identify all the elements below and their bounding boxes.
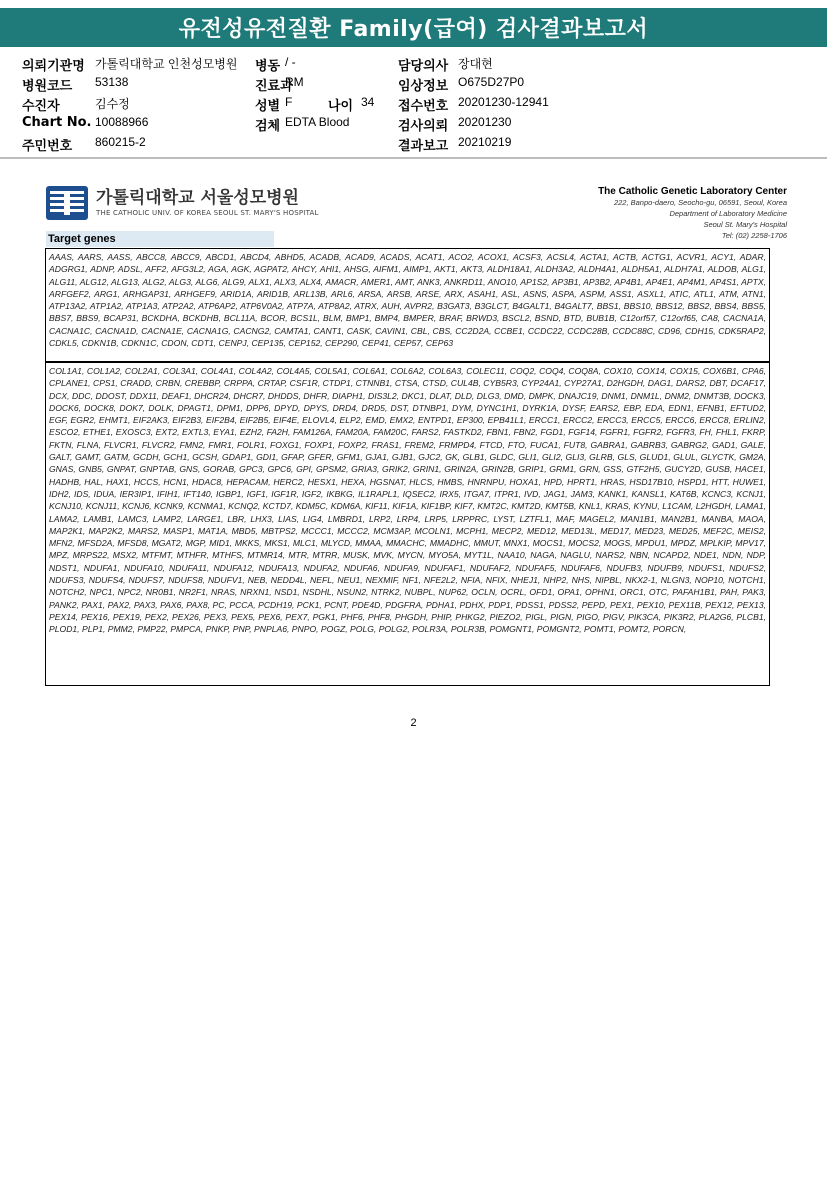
hospital-emblem-icon [46,186,88,220]
hospital-name-ko: 가톨릭대학교 서울성모병원 [96,188,299,208]
ward-label: 병동 [255,59,281,74]
hospital-code-value: 53138 [95,75,129,89]
hospital-name-en: THE CATHOLIC UNIV. OF KOREA SEOUL ST. MARY'S HOSPITAL [96,209,319,217]
attending-label: 담당의사 [398,59,449,74]
specimen-label: 검체 [255,119,281,134]
age-value: 34 [361,95,375,109]
age-label: 나이 [328,99,354,114]
lab-address-line1: 222, Banpo-daero, Seocho-gu, 06591, Seoul, Korea [613,198,787,207]
chart-number-value: 10088966 [95,115,149,129]
institution-label: 의뢰기관명 [22,59,85,74]
clinical-value: O675D27P0 [458,75,525,89]
sex-value: F [285,95,293,109]
institution-value: 가톨릭대학교 인천성모병원 [95,57,238,71]
report-date-label: 결과보고 [398,139,449,154]
chart-number-label: Chart No. [22,115,92,130]
target-genes-block-1: AAAS, AARS, AASS, ABCC8, ABCC9, ABCD1, ABCD4, ABHD5, ACADB, ACAD9, ACADS, ACAT1, ACO2, ACOX1, ACSF3, ACSL4, ACTA1, ACTB, ACTG1, ACVR1, ACY1, ADAR, ADGRG1, ADNP, ADSL, AFF2, AFG3L2, AGA, AGK, AGPAT2, AHCY, AHI1, AHSG, AIFM1, AIMP1, AKT1, AKT3, ALDH18A1, ALDH3A2, ALDH4A1, ALDH5A1, ALDH7A1, ALDOB, ALG1, ALG11, ALG12, ALG13, ALG2, ALG3, ALG6, ALG9, ALX1, ALX3, ALX4, AMACR, AMER1, AMT, ANK3, ANKRD11, ANO10, AP1S2, AP3B1, AP3B2, AP4B1, AP4E1, AP4M1, AP4S1, APTX, ARFGEF2, ARG1, ARHGAP31, ARHGEF9, ARID1A, ARID1B, ARL13B, ARL6, ARSA, ARSB, ARSE, ARX, ASAH1, ASL, ASNS, ASPA, ASPM, ASS1, ASXL1, ATIC, ATL1, ATM, ATN1, ATP13A2, ATP1A2, ATP1A3, ATP2A2, ATP6AP2, ATP6V0A2, ATP7A, ATP8A2, ATRX, AUH, AVPR2, B3GAT3, B3GLCT, B4GALT1, B4GALT7, BBS1, BBS10, BBS12, BBS2, BBS4, BBS5, BBS7, BBS9, BCAP31, BCKDHA, BCKDHB, BCL11A, BCOR, BCS1L, BLM, BMP1, BMP4, BMPER, BRAF, BRWD3, BSCL2, BSND, BTD, BUB1B, C12orf57, C12orf65, CA8, CACNA1A, CACNA1C, CACNA1D, CACNA1E, CACNA1G, CACNG2, CAMTA1, CANT1, CASK, CAVIN1, CBL, CBS, CC2D2A, CCBE1, CCDC22, CCDC28B, CCDC88C, CD96, CDH15, CDK5RAP2, CDKL5, CDKN1B, CDKN1C, CDON, CDT1, CENPJ, CEP135, CEP152, CEP290, CEP41, CEP57, CEP63 [45,248,770,362]
accession-value: 20201230-12941 [458,95,549,109]
department-label: 진료과 [255,79,293,94]
lab-address-line2: Department of Laboratory Medicine [669,209,787,218]
specimen-value: EDTA Blood [285,115,350,129]
lab-tel: Tel: (02) 2258-1706 [721,231,787,240]
resident-number-label: 주민번호 [22,139,73,154]
request-date-value: 20201230 [458,115,512,129]
target-genes-block-2: COL1A1, COL1A2, COL2A1, COL3A1, COL4A1, COL4A2, COL4A5, COL5A1, COL6A1, COL6A2, COL6A3, COLEC11, COQ2, COQ4, COQ8A, COX10, COX14, COX15, COX6B1, CPA6, CPLANE1, CPS1, CRADD, CRBN, CREBBP, CRPPA, CRTAP, CSF1R, CTDP1, CTNNB1, CTSA, CTSD, CUL4B, CYB5R3, CYP24A1, CYP27A1, D2HGDH, DAG1, DARS2, DBT, DCAF17, DCX, DDC, DDOST, DDX11, DEAF1, DHCR24, DHCR7, DHDDS, DHFR, DIAPH1, DIS3L2, DKC1, DLAT, DLD, DLG3, DMD, DMPK, DNAJC19, DNM1, DNM1L, DNM2, DNMT3B, DOCK3, DOCK6, DOCK8, DOK7, DOLK, DPAGT1, DPM1, DPP6, DPYD, DPYS, DRD4, DRD5, DST, DTNBP1, DYM, DYNC1H1, DYRK1A, DYSF, EARS2, EBP, EDA, EDN1, EFNB1, EFTUD2, EGF, EGR2, EHMT1, EIF2AK3, EIF2B3, EIF2B4, EIF2B5, EIF4E, ELOVL4, ELP2, EMD, EMX2, ENTPD1, EP300, EPB41L1, ERCC1, ERCC2, ERCC3, ERCC5, ERCC6, ERCC8, ERLIN2, ESCO2, ETHE1, EXOSC3, EXT2, EXTL3, EYA1, EZH2, FA2H, FAM126A, FAM20A, FAM20C, FARS2, FASTKD2, FBN1, FBN2, FGD1, FGF14, FGFR1, FGFR2, FGFR3, FH, FHL1, FKRP, FKTN, FLNA, FLVCR1, FLVCR2, FMN2, FMR1, FOLR1, FOXG1, FOXP1, FOXP2, FRAS1, FREM2, FRMPD4, FTCD, FTO, FUCA1, FUT8, GABRA1, GABRB3, GABRG2, GAD1, GALE, GALT, GAMT, GATM, GCDH, GCH1, GCSH, GDAP1, GDI1, GFAP, GFER, GFM1, GJA1, GJB1, GJC2, GK, GLB1, GLDC, GLI1, GLI2, GLI3, GLRB, GLS, GLUD1, GLUL, GLYCTK, GM2A, GNAS, GNB5, GNPAT, GNPTAB, GNS, GORAB, GPC3, GPC6, GPI, GPSM2, GRIA3, GRIK2, GRIN1, GRIN2A, GRIN2B, GRIP1, GRM1, GRN, GSS, GTF2H5, GUCY2D, GUSB, HACE1, HADHB, HAL, HAX1, HCCS, HCN1, HDAC8, HEPACAM, HERC2, HESX1, HEXA, HGSNAT, HLCS, HMBS, HNRNPU, HOXA1, HPD, HPRT1, HRAS, HSD17B10, HSPD1, HTT, HUWE1, IDH2, IDS, IDUA, IER3IP1, IFIH1, IFT140, IGBP1, IGF1, IGF1R, IGF2, IKBKG, IL1RAPL1, IQSEC2, IRX5, ITGA7, ITPR1, IVD, JAG1, JAM3, KANK1, KANSL1, KAT6B, KCNC3, KCNJ1, KCNJ10, KCNJ11, KCNJ6, KCNK9, KCNMA1, KCNQ2, KCTD7, KDM5C, KDM6A, KIF11, KIF1A, KIF1BP, KIF7, KMT2C, KMT2D, KMT5B, KNL1, KRAS, KYNU, L1CAM, L2HGDH, LAMA1, LAMA2, LAMB1, LAMC3, LAMP2, LARGE1, LBR, LHX3, LIAS, LIG4, LMBRD1, LRP2, LRP4, LRP5, LRPPRC, LYST, LZTFL1, MAF, MAGEL2, MAN1B1, MAN2B1, MANBA, MAOA, MAP2K1, MAP2K2, MARS2, MASP1, MAT1A, MBD5, MBTPS2, MCCC1, MCCC2, MCM3AP, MCOLN1, MCPH1, MECP2, MED12, MED13L, MED17, MED23, MED25, MEF2C, MEIS2, MFN2, MFSD2A, MFSD8, MGAT2, MGP, MID1, MKKS, MKS1, MLC1, MLYCD, MMAA, MMACHC, MMADHC, MMUT, MNX1, MOCS1, MOCS2, MOGS, MPDU1, MPDZ, MPLKIP, MPV17, MPZ, MRPS22, MSX2, MTFMT, MTHFR, MTHFS, MTMR14, MTR, MTRR, MUSK, MVK, MYCN, MYO5A, MYT1L, NAA10, NAGA, NAGLU, NARS2, NBN, NCAPD2, NDE1, NDN, NDP, NDST1, NDUFA1, NDUFA10, NDUFA11, NDUFA12, NDUFA13, NDUFA2, NDUFA6, NDUFA9, NDUFAF1, NDUFAF2, NDUFAF5, NDUFAF6, NDUFB3, NDUFB9, NDUFS1, NDUFS2, NDUFS3, NDUFS4, NDUFS7, NDUFS8, NDUFV1, NEB, NEDD4L, NEFL, NEU1, NEXMIF, NF1, NFE2L2, NFIA, NFIX, NHEJ1, NHP2, NHS, NIPBL, NKX2-1, NLGN3, NOP10, NOTCH1, NOTCH2, NPC1, NPC2, NR0B1, NR2F1, NRAS, NRXN1, NSD1, NSDHL, NSUN2, NTRK2, NUBPL, NUP62, OCLN, OCRL, OFD1, OPA1, OPHN1, ORC1, OTC, PAFAH1B1, PAH, PAK3, PANK2, PAX1, PAX2, PAX3, PAX6, PAX8, PC, PCCA, PCDH19, PCK1, PCNT, PDE4D, PDGFRA, PDHA1, PDHX, PDP1, PDSS1, PDSS2, PEPD, PEX1, PEX10, PEX11B, PEX12, PEX13, PEX14, PEX16, PEX19, PEX2, PEX26, PEX3, PEX5, PEX6, PEX7, PGK1, PHF6, PHF8, PHGDH, PHIP, PHKG2, PIEZO2, PIGL, PIGN, PIGO, PIGV, PIK3CA, PIK3R2, PLA2G6, PLCB1, PLOD1, PLP1, PMM2, PMP22, PMPCA, PNKP, PNP, PNPLA6, PNPO, POGZ, POLG, POLG2, POLR3A, POLR3B, POMGNT1, POMGNT2, POMT1, POMT2, PORCN, [45,362,770,686]
lab-address-line3: Seoul St. Mary's Hospital [703,220,787,229]
department-value: RM [285,75,304,89]
lab-center-info [527,186,787,241]
attending-value: 장대현 [458,57,493,71]
ward-value: / - [285,55,296,69]
request-date-label: 검사의뢰 [398,119,449,134]
lab-center-name: The Catholic Genetic Laboratory Center [598,186,787,197]
patient-name-value: 김수정 [95,97,130,111]
clinical-label: 임상정보 [398,79,449,94]
report-date-value: 20210219 [458,135,512,149]
sex-label: 성별 [255,99,281,114]
page-number: 2 [410,717,417,729]
hospital-code-label: 병원코드 [22,79,73,94]
resident-number-value: 860215-2 [95,135,146,149]
hospital-logo [46,186,319,220]
target-genes-label: Target genes [46,231,274,247]
section-divider [0,157,827,159]
patient-info-panel [22,55,812,155]
patient-name-label: 수진자 [22,99,60,114]
report-title: 유전성유전질환 Family(급여) 검사결과보고서 [0,8,827,47]
accession-label: 접수번호 [398,99,449,114]
